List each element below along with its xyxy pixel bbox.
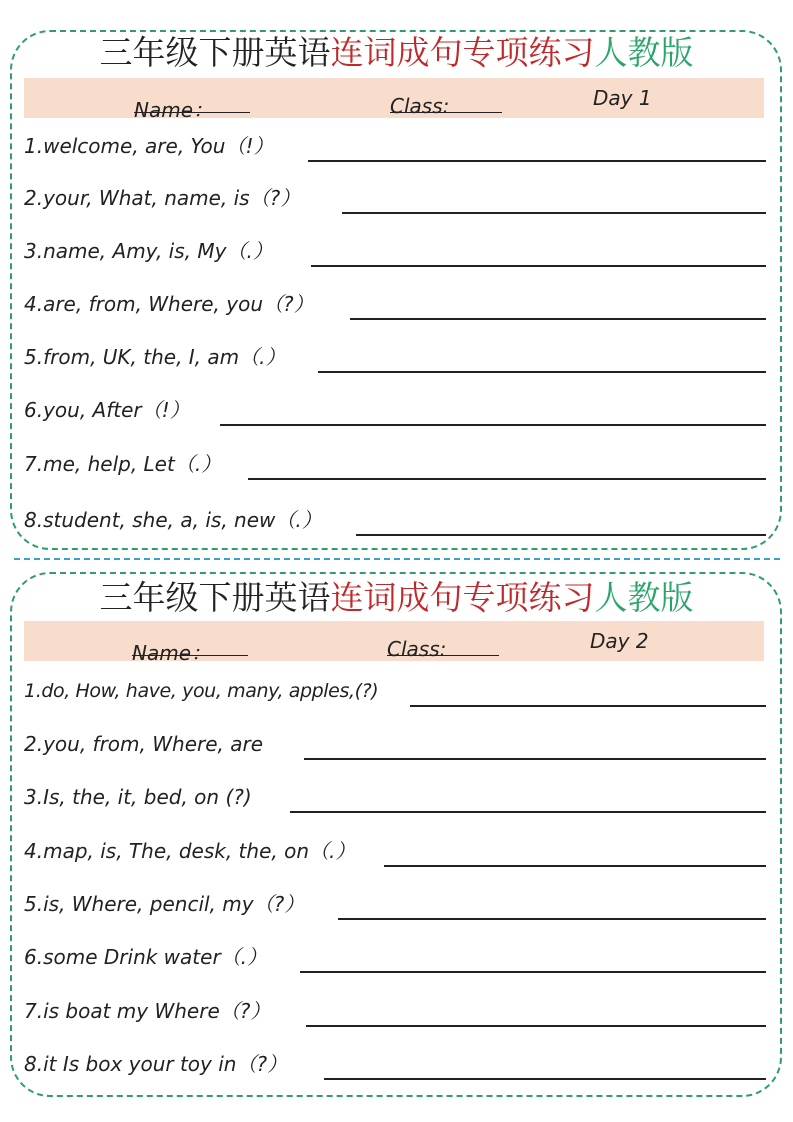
title-edition: 人教版 [594, 33, 694, 72]
question-text: 1.welcome, are, You（!） [24, 134, 274, 158]
question-row [24, 783, 766, 813]
name-label: Name： [134, 98, 214, 122]
answer-line[interactable] [220, 424, 766, 426]
question-text: 5.is, Where, pencil, my（?） [24, 892, 305, 916]
answer-line[interactable] [350, 318, 766, 320]
question-text: 3.Is, the, it, bed, on (?) [24, 785, 252, 809]
answer-line[interactable] [290, 811, 766, 813]
day-label: Day 1 [593, 86, 652, 110]
answer-line[interactable] [311, 265, 766, 267]
answer-line[interactable] [306, 1025, 766, 1027]
answer-line[interactable] [324, 1078, 766, 1080]
question-row [24, 450, 766, 480]
question-row [24, 1050, 766, 1080]
question-row [24, 396, 766, 426]
question-text: 7.me, help, Let（.） [24, 452, 222, 476]
question-row [24, 237, 766, 267]
question-row [24, 132, 766, 162]
answer-line[interactable] [342, 212, 766, 214]
class-label: Class: [387, 637, 447, 661]
question-text: 3.name, Amy, is, My（.） [24, 239, 273, 263]
answer-line[interactable] [318, 371, 766, 373]
answer-line[interactable] [300, 971, 766, 973]
answer-line[interactable] [410, 705, 766, 707]
question-text: 5.from, UK, the, I, am（.） [24, 345, 286, 369]
question-row [24, 890, 766, 920]
question-row [24, 943, 766, 973]
class-label: Class: [390, 94, 450, 118]
title-edition: 人教版 [594, 578, 694, 617]
question-text: 4.map, is, The, desk, the, on（.） [24, 839, 356, 863]
header-bar [24, 78, 764, 122]
question-text: 4.are, from, Where, you（?） [24, 292, 314, 316]
question-row [24, 506, 766, 536]
name-blank[interactable] [132, 637, 248, 656]
cut-line-divider [14, 558, 780, 560]
question-row [24, 837, 766, 867]
class-blank[interactable] [387, 637, 499, 656]
worksheet-title [0, 578, 793, 618]
title-topic: 连词成句专项练习 [330, 33, 595, 72]
question-text: 7.is boat my Where（?） [24, 999, 271, 1023]
class-blank[interactable] [390, 94, 502, 113]
answer-line[interactable] [338, 918, 766, 920]
worksheet-title [0, 33, 793, 73]
question-text: 2.your, What, name, is（?） [24, 186, 301, 210]
answer-line[interactable] [356, 534, 766, 536]
answer-line[interactable] [248, 478, 766, 480]
question-row [24, 343, 766, 373]
question-text: 1.do, How, have, you, many, apples,(?) [24, 680, 379, 702]
question-text: 6.some Drink water（.） [24, 945, 268, 969]
question-row [24, 730, 766, 760]
name-blank[interactable] [134, 94, 250, 113]
answer-line[interactable] [304, 758, 766, 760]
question-row [24, 184, 766, 214]
header-bar [24, 621, 764, 665]
title-grade: 三年级下册英语 [99, 578, 331, 617]
question-text: 8.student, she, a, is, new（.） [24, 508, 322, 532]
question-text: 6.you, After（!） [24, 398, 190, 422]
title-grade: 三年级下册英语 [99, 33, 331, 72]
question-row [24, 677, 766, 707]
answer-line[interactable] [384, 865, 766, 867]
question-row [24, 997, 766, 1027]
answer-line[interactable] [308, 160, 766, 162]
question-row [24, 290, 766, 320]
name-label: Name： [132, 641, 212, 665]
question-text: 8.it Is box your toy in（?） [24, 1052, 288, 1076]
day-label: Day 2 [590, 629, 649, 653]
question-text: 2.you, from, Where, are [24, 732, 264, 756]
title-topic: 连词成句专项练习 [330, 578, 595, 617]
